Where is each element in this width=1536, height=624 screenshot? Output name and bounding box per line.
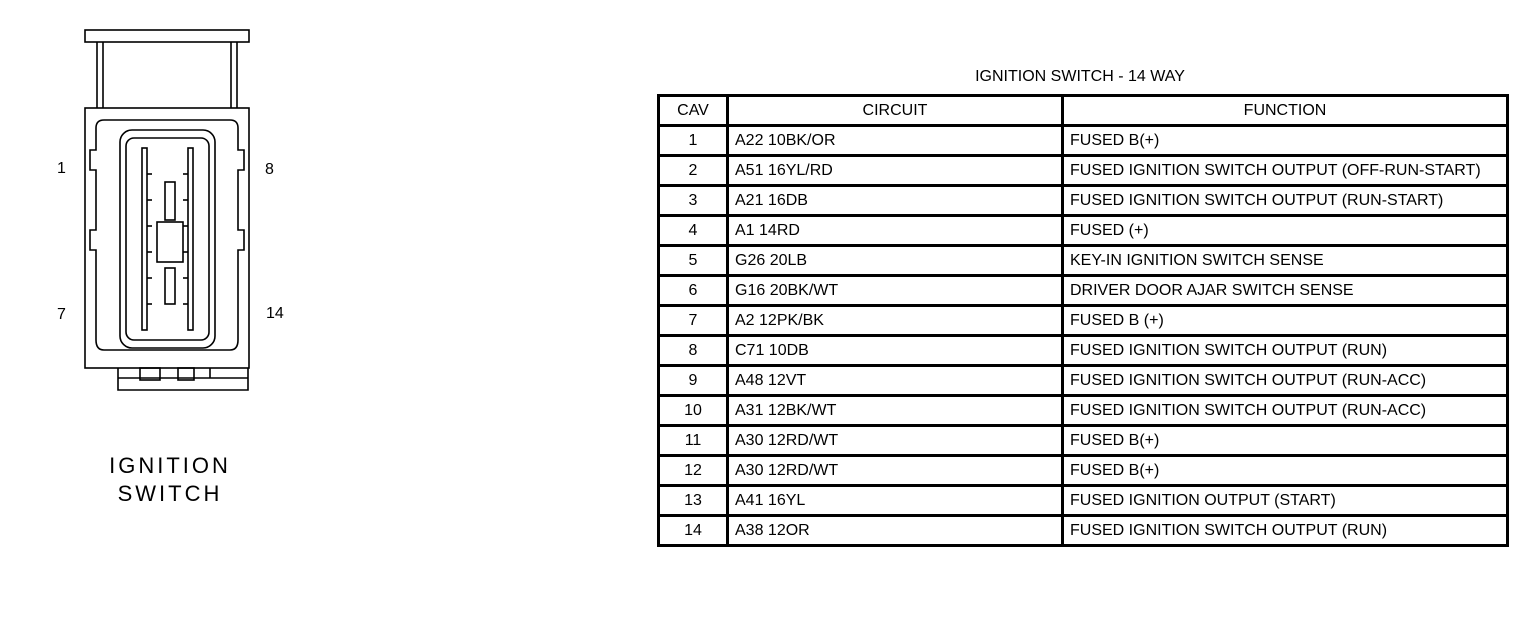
table-row	[659, 426, 1508, 456]
cell-circuit: A38 12OR	[728, 516, 1063, 546]
cell-cav: 14	[659, 516, 728, 546]
connector-latch-bar	[85, 30, 249, 42]
table-row	[659, 216, 1508, 246]
cell-function: FUSED IGNITION OUTPUT (START)	[1063, 486, 1508, 516]
connector-cavity-frame	[120, 130, 215, 348]
table-row	[659, 306, 1508, 336]
table-row	[659, 276, 1508, 306]
connector-diagram	[0, 0, 340, 420]
cell-cav: 2	[659, 156, 728, 186]
table-row	[659, 486, 1508, 516]
header-cav: CAV	[659, 96, 728, 126]
cell-cav: 10	[659, 396, 728, 426]
cell-circuit: G16 20BK/WT	[728, 276, 1063, 306]
cell-cav: 11	[659, 426, 728, 456]
cell-cav: 7	[659, 306, 728, 336]
cell-circuit: A41 16YL	[728, 486, 1063, 516]
key-slot-lower	[165, 268, 175, 304]
table-row	[659, 186, 1508, 216]
table-row	[659, 456, 1508, 486]
header-function: FUNCTION	[1063, 96, 1508, 126]
cell-function: FUSED B(+)	[1063, 126, 1508, 156]
connector-title-line1: IGNITION	[109, 453, 231, 478]
cell-circuit: C71 10DB	[728, 336, 1063, 366]
cell-cav: 9	[659, 366, 728, 396]
cell-cav: 6	[659, 276, 728, 306]
cell-circuit: A48 12VT	[728, 366, 1063, 396]
table-row	[659, 366, 1508, 396]
key-slot-center	[157, 222, 183, 262]
table-row	[659, 516, 1508, 546]
cell-cav: 5	[659, 246, 728, 276]
table-row	[659, 156, 1508, 186]
cell-function: KEY-IN IGNITION SWITCH SENSE	[1063, 246, 1508, 276]
connector-title-line2: SWITCH	[117, 481, 223, 506]
header-circuit: CIRCUIT	[728, 96, 1063, 126]
cell-circuit: A30 12RD/WT	[728, 426, 1063, 456]
cell-function: FUSED IGNITION SWITCH OUTPUT (OFF-RUN-START)	[1063, 156, 1508, 186]
cell-circuit: A31 12BK/WT	[728, 396, 1063, 426]
connector-foot	[118, 368, 248, 390]
cell-function: FUSED B(+)	[1063, 426, 1508, 456]
table-title: IGNITION SWITCH - 14 WAY	[975, 68, 1185, 85]
connector-body	[85, 108, 249, 368]
table-row	[659, 336, 1508, 366]
cell-function: FUSED IGNITION SWITCH OUTPUT (RUN-ACC)	[1063, 396, 1508, 426]
cell-circuit: A30 12RD/WT	[728, 456, 1063, 486]
cell-circuit: A51 16YL/RD	[728, 156, 1063, 186]
pin-label-bottom-left: 7	[57, 306, 66, 323]
cell-circuit: G26 20LB	[728, 246, 1063, 276]
pin-label-top-right: 8	[265, 161, 274, 178]
table-header-row	[659, 96, 1508, 126]
terminal-strip-right	[188, 148, 193, 330]
cell-circuit: A2 12PK/BK	[728, 306, 1063, 336]
cell-circuit: A1 14RD	[728, 216, 1063, 246]
pin-label-top-left: 1	[57, 160, 66, 177]
pin-out-table	[657, 94, 1509, 547]
cell-circuit: A21 16DB	[728, 186, 1063, 216]
cell-function: FUSED IGNITION SWITCH OUTPUT (RUN-ACC)	[1063, 366, 1508, 396]
cell-function: FUSED (+)	[1063, 216, 1508, 246]
cell-cav: 4	[659, 216, 728, 246]
cell-function: FUSED B(+)	[1063, 456, 1508, 486]
connector-housing	[90, 120, 244, 350]
cell-function: FUSED IGNITION SWITCH OUTPUT (RUN)	[1063, 516, 1508, 546]
cell-circuit: A22 10BK/OR	[728, 126, 1063, 156]
table-row	[659, 396, 1508, 426]
cell-cav: 8	[659, 336, 728, 366]
connector-title	[60, 452, 280, 508]
cell-function: DRIVER DOOR AJAR SWITCH SENSE	[1063, 276, 1508, 306]
cell-cav: 13	[659, 486, 728, 516]
cell-cav: 1	[659, 126, 728, 156]
terminal-strip-left	[142, 148, 147, 330]
cell-cav: 3	[659, 186, 728, 216]
pin-label-bottom-right: 14	[266, 305, 284, 322]
cell-function: FUSED B (+)	[1063, 306, 1508, 336]
cell-function: FUSED IGNITION SWITCH OUTPUT (RUN)	[1063, 336, 1508, 366]
table-row	[659, 246, 1508, 276]
table-row	[659, 126, 1508, 156]
connector-cavity-inner	[126, 138, 209, 340]
key-slot-upper	[165, 182, 175, 220]
cell-function: FUSED IGNITION SWITCH OUTPUT (RUN-START)	[1063, 186, 1508, 216]
cell-cav: 12	[659, 456, 728, 486]
